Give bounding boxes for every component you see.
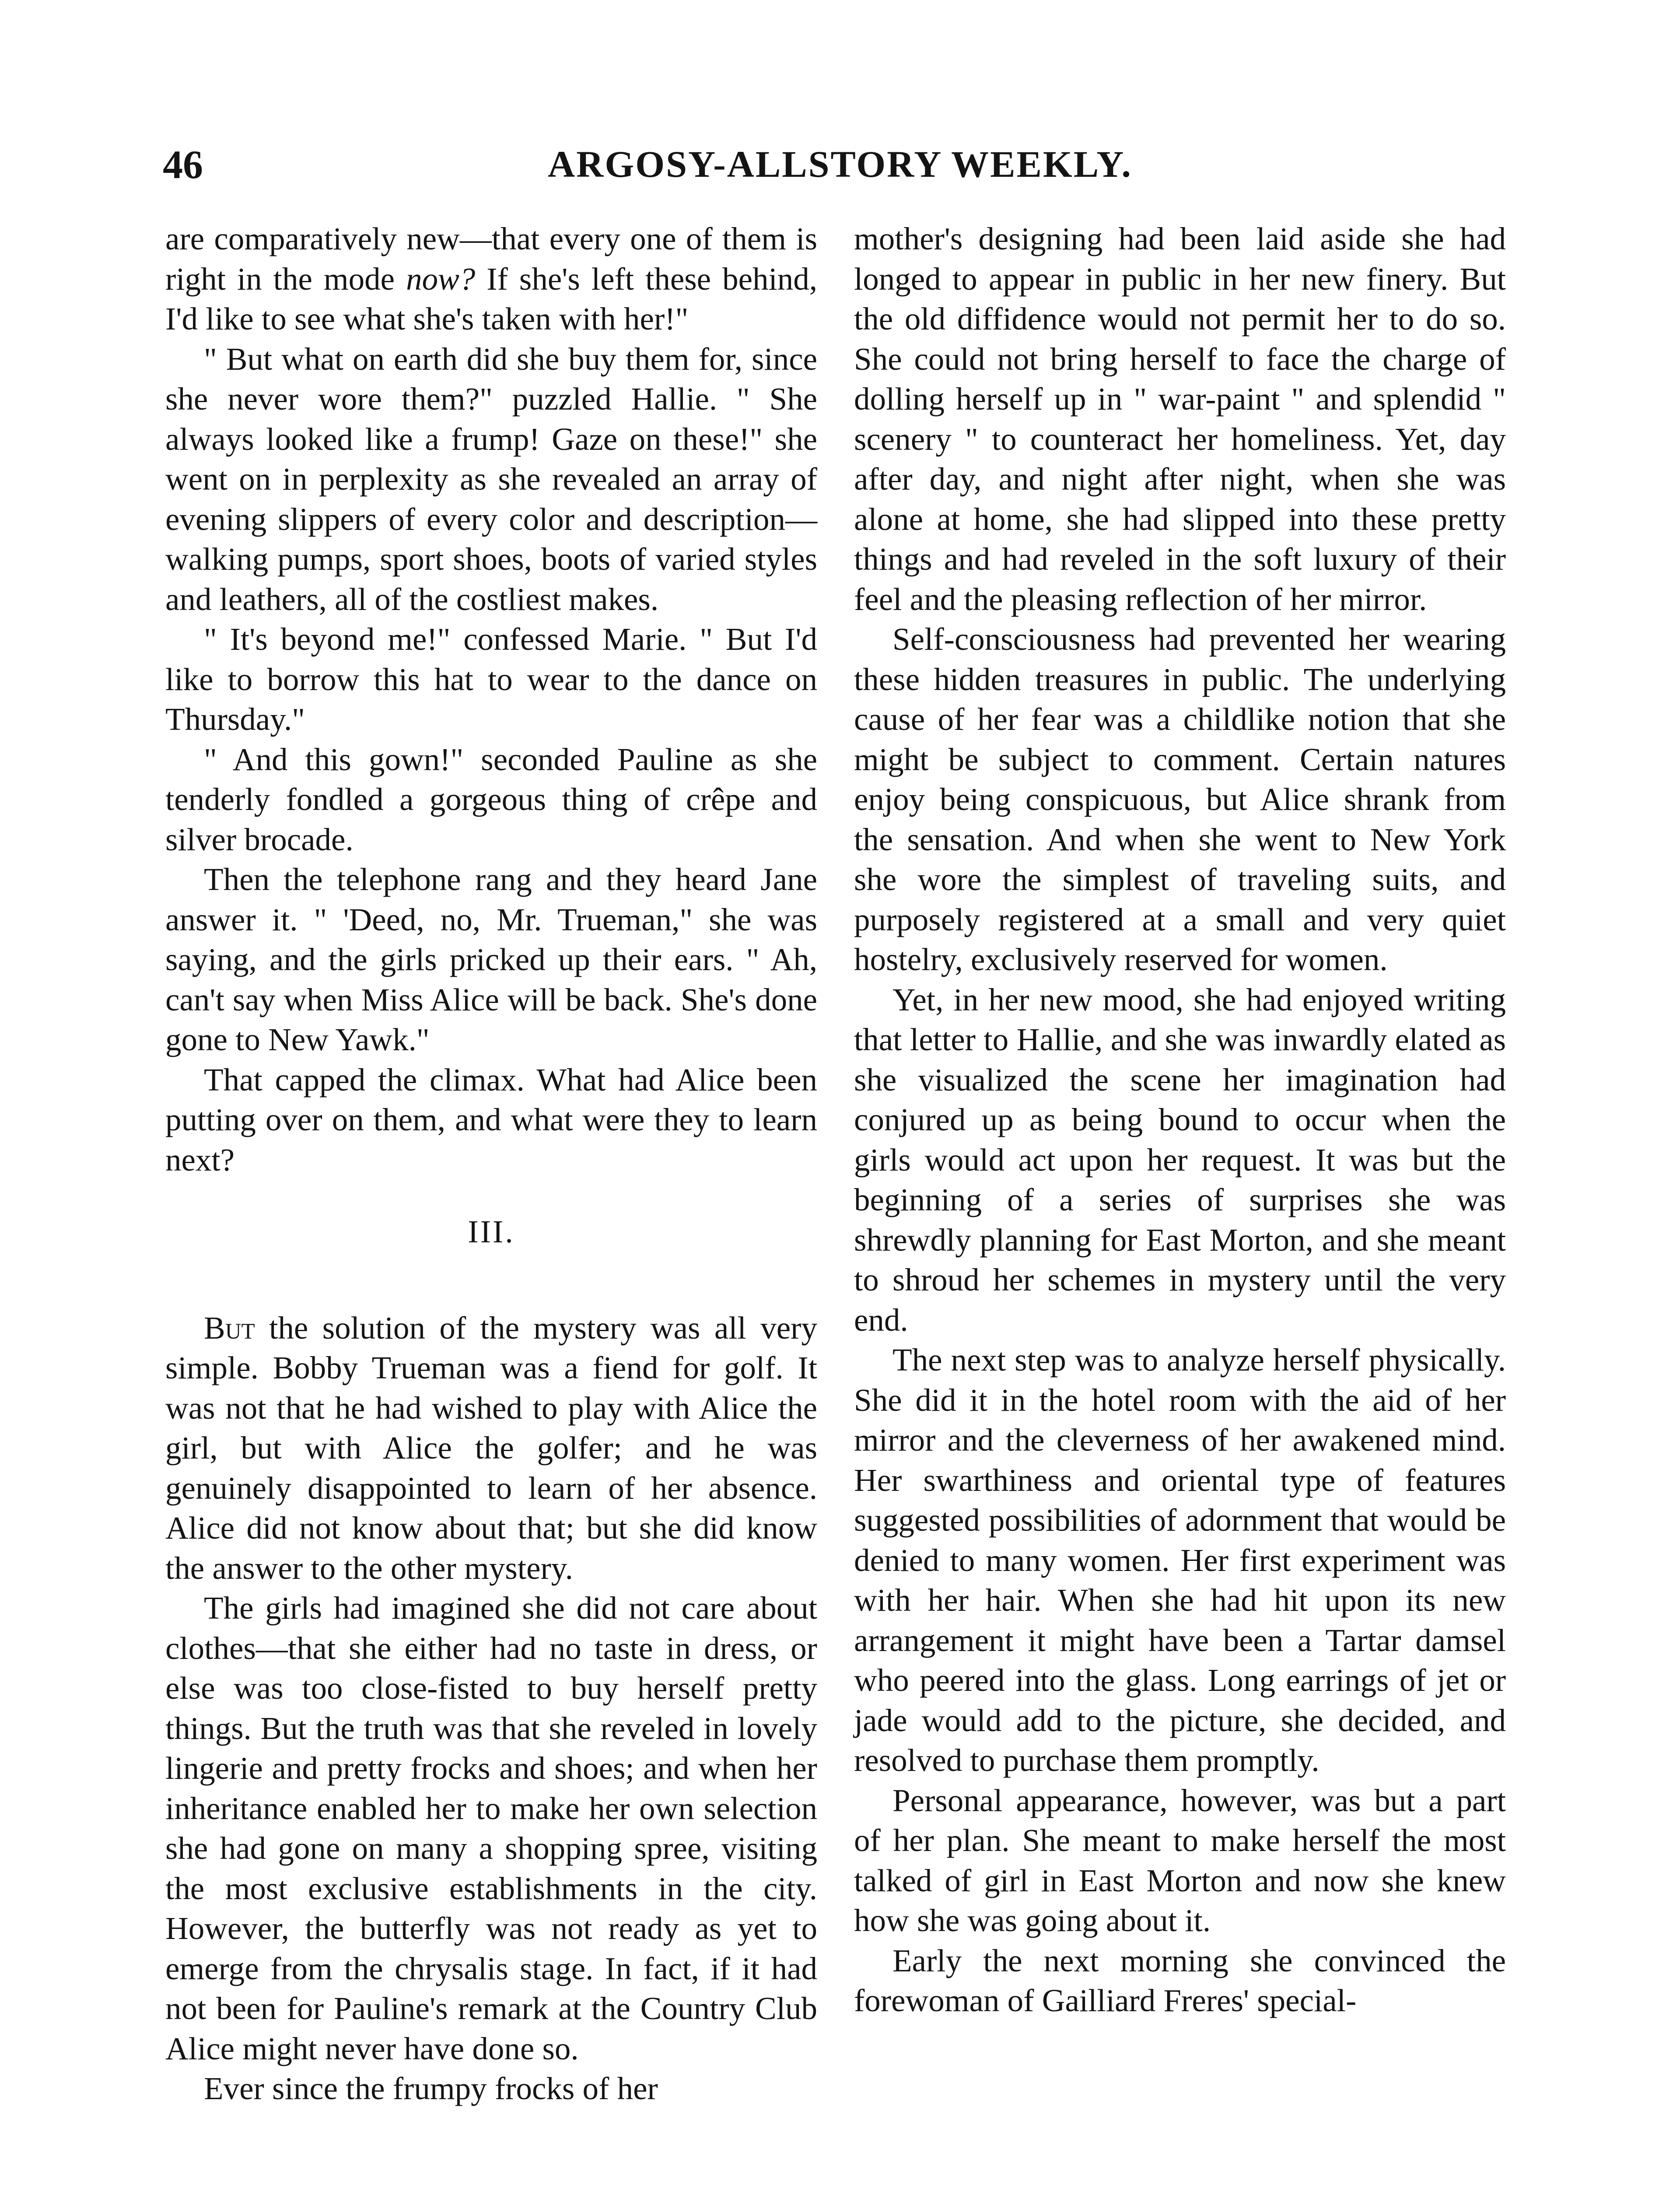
paragraph: The next step was to analyze herself physically. She did it in the hotel room with the aid of her mirror and the cleverness of her awakened mind. Her swarthiness and oriental type of features suggested possibilities of adornment that would be denied to many women. Her first experiment was with her hair. When she had hit upon its new arrangement it might have been a Tartar damsel who peered into the glass. Long earrings of jet or jade would add to the picture, she decided, and resolved to purchase them promptly. [854, 1342, 1506, 1778]
paragraph: The girls had imagined she did not care about clothes—that she either had no taste in dress, or else was too close-fisted to buy herself pretty things. But the truth was that she reveled in lovely lingerie and pretty frocks and shoes; and when her inheritance enabled her to make her own selection she had gone on many a shopping spree, visiting the most exclusive establishments in the city. However, the butterfly was not ready as yet to emerge from the chrysalis stage. In fact, if it had not been for Pauline's remark at the Country Club Alice might never have done so. [165, 1590, 817, 2066]
paragraph [165, 1308, 817, 1588]
paragraph: " And this gown!" seconded Pauline as she tenderly fondled a gorgeous thing of crêpe and silver brocade. [165, 741, 817, 857]
running-title: ARGOSY-ALLSTORY WEEKLY. [548, 143, 1132, 185]
paragraph-text: are comparatively new—that every one of them is right in the mode [165, 221, 817, 297]
paragraph: That capped the climax. What had Alice been putting over on them, and what were they to learn next? [165, 1062, 817, 1178]
paragraph: mother's designing had been laid aside she had longed to appear in public in her new finery. But the old diffidence would not permit her to do so. She could not bring herself to face the charge of dolling herself up in " war-paint " and splendid " scenery " to counteract her homeliness. Yet, day after day, and night after night, when she was alone at home, she had slipped into these pretty things and had reveled in the soft luxury of their feel and the pleasing reflection of her mirror. [854, 221, 1506, 617]
page-number: 46 [163, 142, 203, 187]
paragraph: Then the telephone rang and they heard Jane answer it. " 'Deed, no, Mr. Trueman," she was saying, and the girls pricked up their ears. " Ah, can't say when Miss Alice will be back. She's done gone to New Yawk." [165, 862, 817, 1057]
paragraph: " It's beyond me!" confessed Marie. " But I'd like to borrow this hat to wear to the dance on Thursday." [165, 621, 817, 737]
paragraph: Self-consciousness had prevented her wearing these hidden treasures in public. The underlying cause of her fear was a childlike notion that she might be subject to comment. Certain natures enjoy being conspicuous, but Alice shrank from the sensation. And when she went to New York she wore the simplest of traveling suits, and purposely registered at a small and very quiet hostelry, exclusively reserved for women. [854, 621, 1506, 977]
paragraph: Yet, in her new mood, she had enjoyed writing that letter to Hallie, and she was inwardly elated as she visualized the scene her imagination had conjured up as being bound to occur when the girls would act upon her request. It was but the beginning of a series of surprises she was shrewdly planning for East Morton, and she meant to shroud her schemes in mystery until the very end. [854, 982, 1506, 1338]
paragraph-text: the solution of the mystery was all very simple. Bobby Trueman was a fiend for golf. It was not that he had wished to play with Alice the girl, but with Alice the golfer; and he was genuinely disappointed to learn of her absence. Alice did not know about that; but she did know the answer to the other mystery. [165, 1310, 817, 1586]
paragraph: Ever since the frumpy frocks of her [204, 2071, 658, 2106]
paragraph: Personal appearance, however, was but a part of her plan. She meant to make herself the most talked of girl in East Morton and now she knew how she was going about it. [854, 1782, 1506, 1938]
lead-word: But [204, 1310, 255, 1346]
left-column [165, 219, 817, 2109]
paragraph-text: If she's left these behind, I'd like to see what she's taken with her!" [165, 261, 817, 337]
paragraph: Early the next morning she convinced the forewoman of Gailliard Freres' special- [854, 1943, 1506, 2018]
paragraph: " But what on earth did she buy them for, since she never wore them?" puzzled Hallie. " She always looked like a frump! Gaze on these!" she went on in perplexity as she revealed an array of evening slippers of every color and description—walking pumps, sport shoes, boots of varied styles and leathers, all of the costliest makes. [165, 341, 817, 617]
right-column [854, 219, 1506, 2021]
emphasis-text: now? [406, 261, 476, 297]
section-heading: III. [468, 1214, 515, 1249]
paragraph [165, 219, 817, 339]
